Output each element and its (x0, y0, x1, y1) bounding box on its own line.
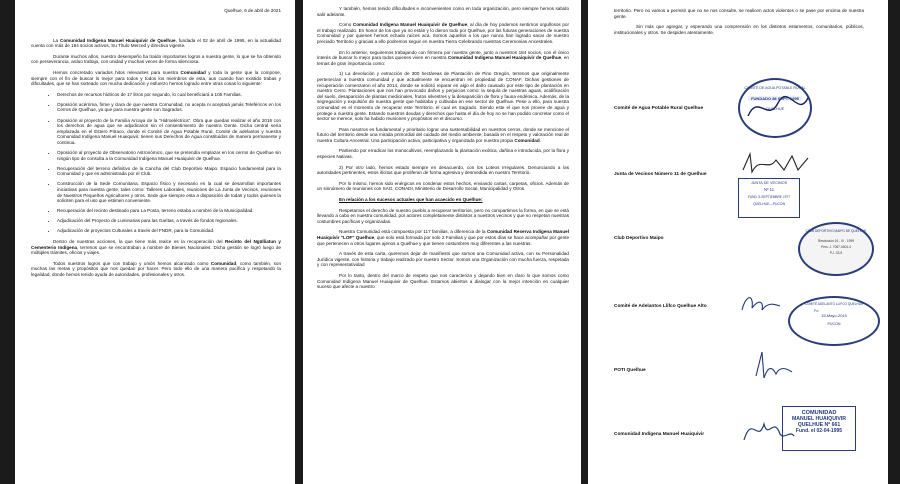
paragraph: Respetamos el derecho de nuestro pueblo a recuperar territorios, pero no compartimos la forma, en que se está llevando a cabo en nuestra comunidad, por actores completamente distintos a nuestros vecinos y que no respetan nuestras costumbres pacíficas y organizadas. (317, 207, 569, 224)
signature-scribble (748, 346, 798, 386)
signature-row (588, 78, 888, 138)
list-item: • Recuperación del recinto destinado para La Posta, terreno estaba a nombre de la Municipalidad. (57, 208, 281, 214)
letter-date: Quelhue, 6 de abril de 2021 (224, 8, 281, 13)
letter-page-2 (303, 0, 581, 484)
org-name: POTI Quelhue (614, 368, 646, 373)
signature-scribble (738, 292, 788, 318)
list-item: • Recuperación del terreno definitivo de la Cancha del Club Deportivo Maipo. Espacio fundamental para la Comunidad y que es administrada por el Club. (57, 166, 281, 177)
list-item: • Oposición al proyecto de la Familia Arcaya de la "Hidroeléctrica". Obra que quedan realizar el año 2016 con los derechos de agua que se adjudicaron sin el consentimiento de nuestra Gente. Dicha central sería emplazada en el Estero Pitraco, donde el Comité de Agua Potable Rural, Comité de adelantos y nuestra Comunidad Indígena Manuel Huaiquivir, tienen sus Derechos de Agua constituidos de manera permanente y continua. (57, 118, 281, 146)
paragraph: territorio. Pero no vamos a permitir que no se nos consulte, se realicen actos violentos o se pase por encima de nuestra gente. (614, 8, 864, 19)
org-name: Junta de Vecinos Número 11 de Quelhue (614, 172, 707, 177)
paragraph: Nuestra Comunidad está compuesta por 117 familias, a diferencia de la Comunidad Reserva Indígena Manuel Huaiquivir "LOF" Quelhue, que solo está formada por solo 2 Familias y que por estos días se hace acompañar por gente que pertenecen a otros lugares ajenos a Quelhue y que tienen costumbres muy diferentes a las nuestras. (317, 229, 570, 246)
paragraph-conaf: 1) La devolución y extracción de 300 hectáreas de Plantación de Pino Oregón, terrenos que originalmente pertenecían a nuestra comunidad y que actualmente se encuentran en propiedad de CONAF. Dichas gestiones de recuperación comenzaron el año 2014, donde se solicitó reparar en algo el daño causado por este tipo de plantación en nuestro Cerro. Plantaciones que nos han provocado daños y perjuicios como: la sequía de nuestras aguas, acidificación del suelo, desaparición de plantas medicinales, frutos silvestres y la desaparición de flora y fauna endémica. Además, de la segregación y expulsión de nuestra gente que habitaba y cultivaba en ese sector de Quelhue. Pese a ello, para nuestra comunidad es el momento de recuperar este Territorio, el cual es Sagrado. Siendo este el que nos provee de agua y protege a nuestra gente. Estando nuestros deudas y derechos que hasta el día de hoy no se han podido concretar como el sector se merece, solo ha habido reuniones y propósitos en el discurso. (317, 71, 569, 122)
paragraph: En lo anterior, seguiremos trabajando con firmeza por nuestra gente, junto a nuestros 184 socios, con el único interés de buscar lo mejor para todos quienes viven en nuestra Comunidad Indígena Manuel Huaiquivir de Quelhue, en temas de gran importancia como: (317, 49, 569, 66)
paragraph-recovery: Dentro de nuestras acciones, la que tiene más realce es la recuperación del Recinto del Ngülliatun y Cementerio Indígena, terrenos que se encontraban a nombre de Bienes Nacionales. Dicha gestión se logró luego de múltiples trámites, oficios y viajes. (31, 239, 282, 256)
paragraph-closing: Sin más que agregar, y esperando una comprensión en los distintos estamentos, comunitarios, públicos, institucionales y otros. Se despiden atentamente. (614, 24, 864, 35)
stamp-agua: COMITÉ DE AGUA POTABLE RURAL FUNDADO 88 SEPT. 1995 QUELHUE (738, 78, 812, 138)
stamp-comunidad: COMUNIDAD MANUEL HUAIQUIVIR QUELHUE Nº 661 Fund. el 02-04-1995 (782, 406, 856, 451)
paragraph: Partiendo por erradicar los monocultivos, reemplazando la plantación exótica, dañina e introducida, por la flora y especies Nativas. (317, 148, 569, 160)
stamp-club-maipo: CLUB DEPORTIVO MAIPO DE QUELHUE Resolución 16 - IV - 1999 Pers. J. 7067-0404-4 P.J. 33-9 (798, 222, 874, 276)
paragraph-goals: Todos nuestros logros que con trabajo y unión hemos alcanzado como Comunidad, como también, son muchas las metas y propósitos que nos quedan por hacer. Pero todo ello de una manera pacífica y respetando la legalidad, donde hemos tenido ayuda de autoridades, profesionales y otros. (31, 260, 282, 277)
list-item: • Adjudicación del Proyecto de Luminarias para las Garitas, a través de fondos regionales. (57, 218, 281, 224)
signature-scribble (738, 88, 818, 128)
letter-page-3 (588, 0, 888, 484)
letter-page-1 (15, 0, 295, 484)
paragraph-loteos: 2) Por otro lado, hemos estado siempre en desacuerdo, con los Loteos Irregulares. Denunciando a las autoridades pertinentes, estos ilícitos que proliferan de forma agresiva y desmedida en nuestro Territorio. (317, 164, 569, 176)
list-item: • Oposición acérrima, firme y clara de que nuestra Comunidad, no acepta ni aceptará jamás Teleféricos en los Cerros de Quelhue, ya que para nuestra gente son Sagrados. (57, 102, 281, 113)
list-item: • Oposición al proyecto de Observatorio Astronómico, que se pretendía emplazar en los cerros de Quelhue sin ningún tipo de consulta a la Comunidad Indígena Manuel Huaiquivir de Quelhue. (57, 150, 281, 161)
stamp-junta-vecinos: JUNTA DE VECINOS Nº 11 FUND. 5-SEPTIEMBRE-1977 QUELHUE—PUCON (738, 178, 800, 218)
paragraph: A través de esta carta, queremos dejar de manifiesto que somos una Comunidad activa, con su Personalidad Jurídica vigente, con historia y trabajo realizado por nuestro Sector. Somos una Organización con mucha fuerza, respetada y con representatividad (317, 251, 569, 268)
signature-row (588, 150, 888, 210)
signature-row (588, 346, 888, 406)
paragraph: Para nosotros es fundamental y prioritario lograr una sustentabilidad en nuestros cerros, donde se mencione el futuro del territorio desde una mirada primordial del cuidado del medio ambiente, basada en el respeto y valoración real de nuestra Cultura Ancestral. Una participación activa, participativa y organizada por nuestra propia Comunidad. (317, 126, 569, 143)
section-heading: En relación a los sucesos actuales que han acaecido en Quelhue: (339, 197, 483, 203)
signature-row (588, 222, 888, 282)
paragraph-intro: La Comunidad Indígena Manuel Huaiquivir de Quelhue, fundada el 02 de abril de 1995, en la actualidad cuenta con más de 184 socios activos, Su Título Merced y directiva vigente. (31, 37, 282, 49)
org-name: Club Deportivo Maipo (614, 236, 664, 241)
org-name: Comité de Adelantos Llifco Quelhue Alto (614, 304, 707, 309)
paragraph: Como Comunidad Indígena Manuel Huaiquivir de Quelhue, al día de hoy podemos sentirnos orgullosos por el trabajo realizado. En honor de los que ya no están y lo dieron todo por Quelhue, por las futuras generaciones de nuestra Comunidad y por quienes hemos echado raíces acá. Somos aquellos a los que nunca han logrado sacar de nuestro preciado Territorio y gracias a ello podremos seguir en nuestra Tierra Celebrando nuestras Ceremonias Ancestrales. (317, 22, 569, 44)
paragraph-history: Durante muchos años, nuestro desempeño ha traído importantes logros a nuestra gente, lo que se ha obtenido con perseverancia, arduo trabajo, con unidad y muchas veces de forma silenciosa. (31, 53, 281, 65)
stamp-llifco: COMITÉ ADELANTO LLIFCO QUELHUE Fo 15-Mayo-2015 PUCON (788, 296, 880, 346)
org-name: Comité de Agua Potable Rural Quelhue (614, 106, 704, 111)
signature-scribble (738, 150, 818, 180)
signature-row (588, 404, 888, 464)
achievements-list (31, 92, 281, 234)
paragraph: Por lo mismo, hemos sido enérgicos en condenar estos hechos, enviando cartas, carpetas, oficios. Además de un sinnúmero de reuniones con SAG, CONADI, Ministerio de Desarrollo Social, Municipalidad y Otros. (317, 180, 569, 192)
list-item: • Adjudicación de proyectos Culturales a través del FNDR, para la Comunidad. (57, 228, 281, 234)
paragraph-milestones: Hemos concretado variados hitos relevantes para nuestra Comunidad y toda la gente que la compone, siempre con el fin de buscar lo mejor para todos y todos los miembros de esta, aun cuando han existido trabas y dificultades, que se han sorteado con mucha dedicación y esfuerzo hemos logrado entre otras cosas lo siguiente: (31, 69, 281, 87)
paragraph: Y también, hemos tenido dificultades e inconvenientes como en toda organización, pero siempre hemos sabido salir adelante. (317, 6, 569, 17)
signature-row (588, 292, 888, 352)
paragraph: Por lo tanto, dentro del marco de respeto que nos caracteriza y dejando bien en claro lo que somos como Comunidad Indígena Manuel Huaiquivir de Quelhue. Estamos abiertos a dialogar con la mejor intención en cualquier suceso que afecte a nuestro (317, 272, 569, 290)
list-item: • Construcción de la Sede Comunitaria. Espacio físico y necesario en la cual se desarrollan importantes iniciativas para nuestra gente, tales como: Talleres Laborales, reuniones de La Junta de Vecinos, reuniones de Nuestros Pequeños Agricultores y otros. Sede que siempre esta a disposición de todas y todos quienes la soliciten para el uso que estimen conveniente. (57, 181, 281, 203)
org-name: Comunidad Indígena Manuel Huaiquivir (614, 432, 705, 437)
list-item: • Derechos de recursos hídricos de 17 litros por segundo, lo cual beneficiará a 105 Familias. (57, 92, 281, 98)
